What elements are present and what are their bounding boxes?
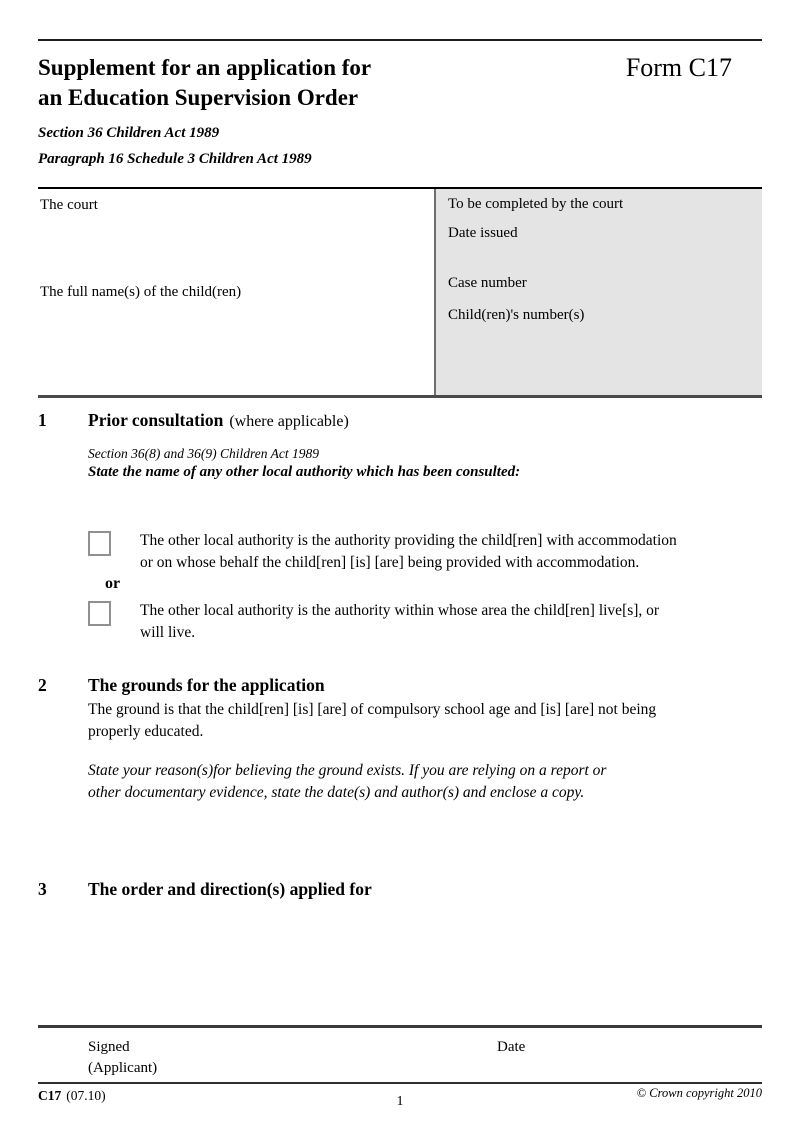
section2-number: 2 xyxy=(38,675,47,695)
date-label: Date xyxy=(497,1039,526,1055)
top-rule xyxy=(38,39,762,41)
section3-content xyxy=(88,878,762,901)
footer-revision: (07.10) xyxy=(66,1088,106,1103)
court-details-left-cell xyxy=(38,189,434,395)
accommodation-option-line2: or on whose behalf the child[ren] [is] [are] being provided with accommodation. xyxy=(140,553,640,571)
form-code: Form C17 xyxy=(625,53,732,82)
residence-checkbox[interactable] xyxy=(88,601,111,626)
section1-heading-text: Prior consultation xyxy=(88,410,224,430)
accommodation-checkbox[interactable] xyxy=(88,531,111,556)
section1-number: 1 xyxy=(38,410,47,430)
grounds-instruction xyxy=(88,760,762,804)
accommodation-option-text xyxy=(140,530,677,573)
crown-copyright: © Crown copyright 2010 xyxy=(636,1086,762,1100)
date-issued-label: Date issued xyxy=(448,225,518,241)
residence-option-text xyxy=(140,600,659,643)
residence-option-line2: will live. xyxy=(140,623,196,641)
court-details-table xyxy=(38,187,762,398)
section3-heading: The order and direction(s) applied for xyxy=(88,879,372,899)
child-numbers-label: Child(ren)'s number(s) xyxy=(448,307,585,323)
section1-heading-suffix: (where applicable) xyxy=(229,413,349,430)
case-number-label: Case number xyxy=(448,275,527,291)
form-header xyxy=(38,53,762,113)
page-footer xyxy=(38,1082,762,1118)
residence-option-line1: The other local authority is the authority within whose area the child[ren] live[s], or xyxy=(140,602,660,619)
section1-heading xyxy=(88,409,762,433)
consultation-options xyxy=(88,530,762,643)
statute-references xyxy=(38,120,762,172)
form-title xyxy=(38,53,371,113)
section1-act-reference: Section 36(8) and 36(9) Children Act 1989 xyxy=(88,446,319,461)
court-name-label: The court xyxy=(40,197,98,213)
option-accommodation-row xyxy=(88,530,762,573)
court-use-panel xyxy=(434,189,762,395)
section2-heading: The grounds for the application xyxy=(88,675,325,695)
section3-number: 3 xyxy=(38,879,47,899)
section-prior-consultation xyxy=(38,409,762,643)
footer-form-code: C17 xyxy=(38,1088,62,1103)
statute-reference-line1: Section 36 Children Act 1989 xyxy=(38,125,220,141)
or-label: or xyxy=(105,575,121,592)
page-number: 1 xyxy=(396,1094,404,1109)
accommodation-option-line1: The other local authority is the authority providing the child[ren] with accommodation xyxy=(140,532,677,549)
signature-block xyxy=(38,1025,762,1079)
section2-content xyxy=(88,674,762,804)
section-order-directions xyxy=(38,878,762,901)
form-title-line1: Supplement for an application for xyxy=(38,55,372,80)
section-grounds xyxy=(38,674,762,804)
option-residence-row xyxy=(88,600,762,643)
form-title-line2: an Education Supervision Order xyxy=(38,85,359,110)
applicant-label: (Applicant) xyxy=(88,1060,158,1076)
court-use-header: To be completed by the court xyxy=(448,196,624,212)
section1-content xyxy=(88,409,762,643)
grounds-statement-line1: The ground is that the child[ren] [is] [are] of compulsory school age and [is] [are] not being xyxy=(88,701,657,718)
grounds-statement xyxy=(88,699,762,743)
grounds-statement-line2: properly educated. xyxy=(88,723,204,740)
children-names-label: The full name(s) of the child(ren) xyxy=(40,284,242,300)
grounds-instruction-line2: other documentary evidence, state the date(s) and author(s) and enclose a copy. xyxy=(88,784,585,801)
section1-instruction: State the name of any other local authority which has been consulted: xyxy=(88,464,521,480)
signature-labels xyxy=(88,1037,448,1079)
statute-reference-line2: Paragraph 16 Schedule 3 Children Act 1989 xyxy=(38,151,312,167)
signed-label: Signed xyxy=(88,1039,130,1055)
grounds-instruction-line1: State your reason(s)for believing the ground exists. If you are relying on a report or xyxy=(88,762,607,779)
